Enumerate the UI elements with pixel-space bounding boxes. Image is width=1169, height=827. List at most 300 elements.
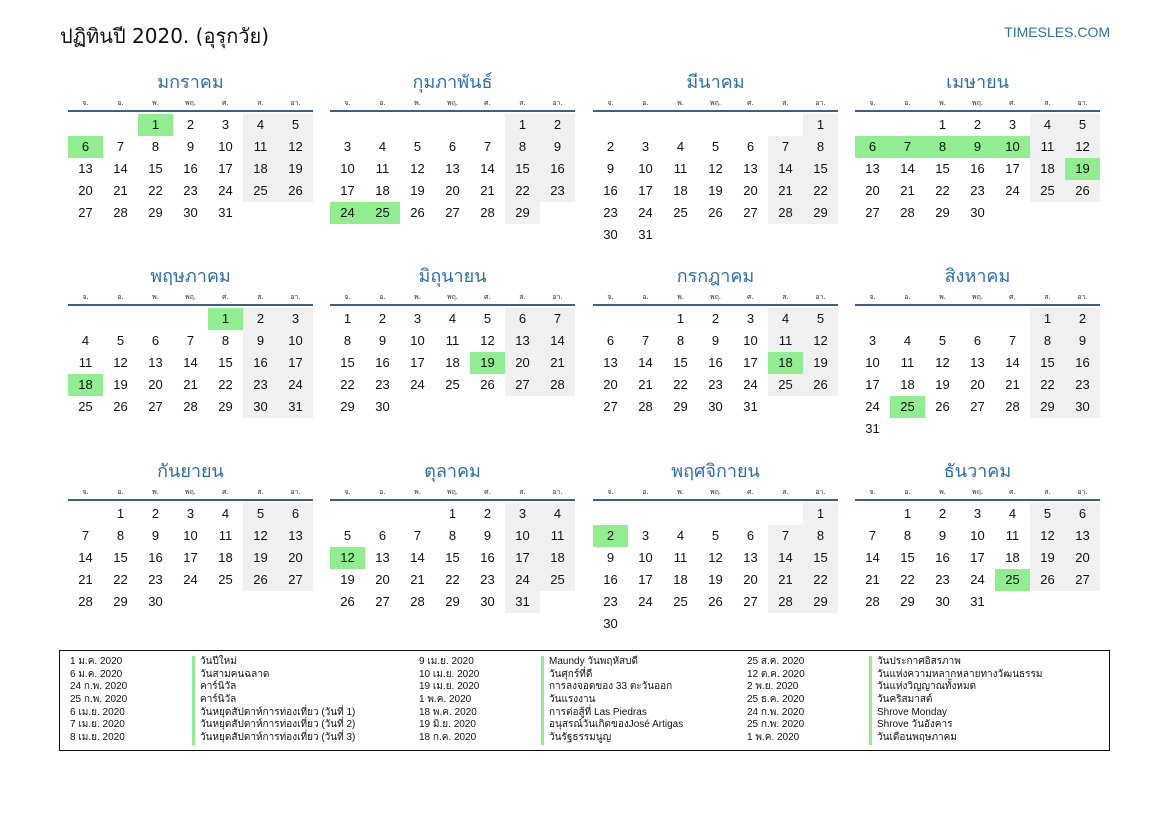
- weekday-label: ส.: [519, 488, 526, 496]
- day-cell: 13: [505, 330, 540, 352]
- holiday-date: 25 ก.พ. 2020: [747, 719, 805, 731]
- day-cell: 29: [218, 399, 233, 414]
- empty-cell: [628, 114, 663, 136]
- holiday-date: 19 มิ.ย. 2020: [419, 719, 476, 731]
- month-block: [593, 70, 838, 246]
- day-cell: 28: [768, 591, 803, 613]
- day-cell: 1: [343, 311, 352, 326]
- weekday-label: อา.: [1077, 293, 1088, 301]
- day-cell: 18: [1030, 158, 1065, 180]
- day-cell: 11: [218, 528, 233, 543]
- day-cell: 10: [410, 333, 425, 348]
- day-cell: 20: [78, 183, 93, 198]
- weekday-label: พฤ.: [709, 488, 722, 496]
- day-cell: 8: [1030, 330, 1065, 352]
- day-cell: 17: [278, 352, 313, 374]
- day-cell: 23: [183, 183, 198, 198]
- day-cell: 6: [151, 333, 160, 348]
- empty-cell: [365, 114, 400, 136]
- weekday-label: พ.: [677, 488, 684, 496]
- day-cell: 27: [505, 374, 540, 396]
- holiday-day-cell: 25: [365, 202, 400, 224]
- day-cell: 12: [410, 161, 425, 176]
- month-block: [68, 264, 313, 418]
- day-cell: 22: [1030, 374, 1065, 396]
- holiday-column: [747, 656, 1077, 745]
- day-cell: 10: [638, 550, 653, 565]
- holiday-day-cell: 18: [768, 352, 803, 374]
- day-cell: 10: [505, 525, 540, 547]
- day-cell: 20: [1065, 547, 1100, 569]
- holiday-list: [59, 650, 1110, 751]
- day-cell: 15: [803, 547, 838, 569]
- day-cell: 9: [606, 550, 615, 565]
- weekday-label: จ.: [344, 293, 351, 301]
- day-cell: 19: [340, 572, 355, 587]
- day-cell: 23: [603, 205, 618, 220]
- day-cell: 9: [151, 528, 160, 543]
- month-name: พฤษภาคม: [150, 266, 231, 287]
- weekday-label: ศ.: [484, 293, 491, 301]
- day-cell: 25: [673, 205, 688, 220]
- day-cell: 13: [743, 161, 758, 176]
- day-cell: 14: [78, 550, 93, 565]
- weekday-header: [593, 96, 838, 112]
- day-cell: 29: [113, 594, 128, 609]
- day-cell: 25: [673, 594, 688, 609]
- day-cell: 22: [113, 572, 128, 587]
- day-cell: 17: [743, 355, 758, 370]
- day-cell: 20: [603, 377, 618, 392]
- day-cell: 3: [221, 117, 230, 132]
- day-cell: 5: [483, 311, 492, 326]
- day-cell: 15: [218, 355, 233, 370]
- day-cell: 17: [1005, 161, 1020, 176]
- day-cell: 23: [243, 374, 278, 396]
- day-cell: 30: [970, 205, 985, 220]
- day-cell: 16: [970, 161, 985, 176]
- day-cell: 26: [113, 399, 128, 414]
- day-cell: 4: [676, 139, 685, 154]
- day-cell: 10: [340, 161, 355, 176]
- day-cell: 9: [483, 528, 492, 543]
- weekday-label: พ.: [414, 488, 421, 496]
- empty-cell: [995, 308, 1030, 330]
- day-cell: 3: [505, 503, 540, 525]
- holiday-column: [419, 656, 749, 745]
- empty-cell: [698, 503, 733, 525]
- day-cell: 14: [113, 161, 128, 176]
- day-cell: 11: [78, 355, 93, 370]
- day-cell: 21: [480, 183, 495, 198]
- day-cell: 16: [243, 352, 278, 374]
- day-cell: 2: [711, 311, 720, 326]
- holiday-day-cell: 18: [68, 374, 103, 396]
- empty-cell: [663, 503, 698, 525]
- day-cell: 25: [445, 377, 460, 392]
- day-cell: 28: [183, 399, 198, 414]
- empty-cell: [365, 503, 400, 525]
- empty-cell: [593, 503, 628, 525]
- holiday-row: [419, 681, 749, 694]
- holiday-name: การลงจอดของ 33 ตะวันออก: [541, 681, 672, 694]
- day-cell: 21: [113, 183, 128, 198]
- weekday-label: ส.: [1044, 488, 1051, 496]
- weekday-label: ส.: [257, 99, 264, 107]
- empty-cell: [890, 114, 925, 136]
- month-name: มิถุนายน: [418, 266, 487, 287]
- holiday-name: วันคริสมาสต์: [869, 694, 932, 707]
- day-cell: 6: [378, 528, 387, 543]
- holiday-name: การต่อสู้ที่ Las Piedras: [541, 707, 647, 720]
- day-cell: 12: [113, 355, 128, 370]
- day-cell: 16: [183, 161, 198, 176]
- day-cell: 27: [445, 205, 460, 220]
- weekday-label: อ.: [642, 488, 649, 496]
- empty-cell: [103, 114, 138, 136]
- weekday-label: อ.: [379, 293, 386, 301]
- day-cell: 7: [116, 139, 125, 154]
- month-name: พฤศจิกายน: [671, 461, 760, 482]
- day-cell: 3: [1008, 117, 1017, 132]
- holiday-date: 24 ก.พ. 2020: [70, 681, 128, 693]
- day-cell: 7: [641, 333, 650, 348]
- day-cell: 7: [768, 136, 803, 158]
- holiday-row: [419, 707, 749, 720]
- weekday-label: พ.: [152, 99, 159, 107]
- weekday-label: จ.: [344, 99, 351, 107]
- month-block: [593, 459, 838, 635]
- weekday-header: [855, 290, 1100, 306]
- day-cell: 21: [768, 569, 803, 591]
- day-cell: 24: [1005, 183, 1020, 198]
- weekday-label: อา.: [815, 488, 826, 496]
- day-cell: 19: [410, 183, 425, 198]
- day-cell: 13: [1065, 525, 1100, 547]
- brand-link[interactable]: TIMESLES.COM: [1004, 24, 1110, 40]
- day-cell: 10: [278, 330, 313, 352]
- holiday-name: วันสามคนฉลาด: [192, 669, 269, 682]
- day-cell: 21: [1005, 377, 1020, 392]
- day-cell: 1: [903, 506, 912, 521]
- day-cell: 27: [375, 594, 390, 609]
- holiday-row: [747, 719, 1077, 732]
- holiday-date: 18 ก.ค. 2020: [419, 732, 477, 744]
- day-cell: 26: [1030, 569, 1065, 591]
- day-cell: 2: [483, 506, 492, 521]
- day-cell: 7: [81, 528, 90, 543]
- day-grid: [68, 308, 313, 418]
- holiday-name: Shrove วันอังคาร: [869, 719, 952, 732]
- day-cell: 1: [116, 506, 125, 521]
- month-name: มีนาคม: [686, 72, 745, 93]
- day-cell: 21: [638, 377, 653, 392]
- day-cell: 11: [768, 330, 803, 352]
- weekday-label: ศ.: [222, 293, 229, 301]
- day-cell: 26: [410, 205, 425, 220]
- day-cell: 25: [218, 572, 233, 587]
- empty-cell: [330, 114, 365, 136]
- day-cell: 17: [865, 377, 880, 392]
- holiday-name: วันหยุดสัปดาห์การท่องเที่ยว (วันที่ 2): [192, 719, 355, 732]
- empty-cell: [628, 503, 663, 525]
- day-cell: 8: [505, 136, 540, 158]
- day-grid: [855, 308, 1100, 440]
- weekday-label: ศ.: [747, 99, 754, 107]
- holiday-day-cell: 2: [593, 525, 628, 547]
- empty-cell: [400, 503, 435, 525]
- month-block: [855, 264, 1100, 440]
- day-cell: 10: [970, 528, 985, 543]
- holiday-name: อนุสรณ์วันเกิดของJosé Artigas: [541, 719, 683, 732]
- weekday-label: พฤ.: [971, 293, 984, 301]
- holiday-date: 1 พ.ค. 2020: [419, 694, 472, 706]
- holiday-date: 7 เม.ย. 2020: [70, 719, 125, 731]
- day-cell: 24: [865, 399, 880, 414]
- holiday-row: [70, 694, 400, 707]
- weekday-label: ส.: [519, 99, 526, 107]
- empty-cell: [855, 503, 890, 525]
- day-cell: 18: [540, 547, 575, 569]
- day-cell: 12: [1065, 136, 1100, 158]
- day-cell: 17: [638, 183, 653, 198]
- weekday-label: ศ.: [1009, 488, 1016, 496]
- holiday-date: 25 ก.พ. 2020: [70, 694, 128, 706]
- day-cell: 8: [448, 528, 457, 543]
- day-cell: 13: [148, 355, 163, 370]
- holiday-name: คาร์นิวัล: [192, 694, 236, 707]
- day-cell: 14: [480, 161, 495, 176]
- day-cell: 27: [743, 205, 758, 220]
- day-cell: 8: [676, 333, 685, 348]
- day-cell: 9: [186, 139, 195, 154]
- weekday-label: อ.: [379, 99, 386, 107]
- weekday-label: ส.: [782, 99, 789, 107]
- day-cell: 20: [743, 572, 758, 587]
- day-cell: 8: [903, 528, 912, 543]
- day-cell: 3: [868, 333, 877, 348]
- day-cell: 12: [708, 550, 723, 565]
- day-cell: 21: [410, 572, 425, 587]
- month-name: ตุลาคม: [424, 461, 481, 482]
- weekday-label: พฤ.: [709, 293, 722, 301]
- month-name: กันยายน: [157, 461, 224, 482]
- day-cell: 15: [803, 158, 838, 180]
- holiday-date: 19 เม.ย. 2020: [419, 681, 480, 693]
- weekday-label: จ.: [869, 488, 876, 496]
- day-cell: 11: [540, 525, 575, 547]
- weekday-header: [593, 290, 838, 306]
- day-cell: 26: [803, 374, 838, 396]
- weekday-header: [330, 290, 575, 306]
- day-cell: 5: [413, 139, 422, 154]
- day-cell: 1: [803, 503, 838, 525]
- empty-cell: [593, 308, 628, 330]
- weekday-label: จ.: [869, 99, 876, 107]
- weekday-label: พ.: [152, 488, 159, 496]
- weekday-label: ส.: [782, 488, 789, 496]
- day-cell: 18: [1005, 550, 1020, 565]
- day-cell: 21: [78, 572, 93, 587]
- day-cell: 8: [803, 525, 838, 547]
- empty-cell: [960, 308, 995, 330]
- day-cell: 4: [768, 308, 803, 330]
- holiday-name: วันหยุดสัปดาห์การท่องเที่ยว (วันที่ 3): [192, 732, 355, 745]
- day-cell: 17: [638, 572, 653, 587]
- day-cell: 6: [973, 333, 982, 348]
- holiday-day-cell: 1: [208, 308, 243, 330]
- day-cell: 28: [410, 594, 425, 609]
- day-cell: 2: [540, 114, 575, 136]
- day-cell: 12: [243, 525, 278, 547]
- holiday-day-cell: 25: [890, 396, 925, 418]
- day-cell: 1: [803, 114, 838, 136]
- day-cell: 18: [673, 572, 688, 587]
- day-cell: 21: [900, 183, 915, 198]
- holiday-date: 6 ม.ค. 2020: [70, 668, 123, 680]
- day-cell: 14: [638, 355, 653, 370]
- day-cell: 24: [278, 374, 313, 396]
- day-grid: [855, 503, 1100, 613]
- holiday-row: [70, 669, 400, 682]
- empty-cell: [768, 503, 803, 525]
- day-cell: 28: [638, 399, 653, 414]
- day-cell: 17: [410, 355, 425, 370]
- day-cell: 2: [378, 311, 387, 326]
- weekday-label: ส.: [257, 293, 264, 301]
- holiday-date: 24 ก.พ. 2020: [747, 706, 805, 718]
- weekday-label: อา.: [290, 99, 301, 107]
- weekday-label: อ.: [904, 293, 911, 301]
- weekday-label: พฤ.: [446, 99, 459, 107]
- day-cell: 9: [711, 333, 720, 348]
- day-cell: 9: [378, 333, 387, 348]
- day-cell: 1: [676, 311, 685, 326]
- day-cell: 30: [603, 616, 618, 631]
- day-cell: 5: [711, 139, 720, 154]
- day-cell: 30: [480, 594, 495, 609]
- day-cell: 23: [970, 183, 985, 198]
- day-cell: 16: [148, 550, 163, 565]
- day-cell: 2: [606, 139, 615, 154]
- empty-cell: [925, 308, 960, 330]
- day-cell: 22: [445, 572, 460, 587]
- weekday-label: พ.: [677, 293, 684, 301]
- day-cell: 16: [935, 550, 950, 565]
- day-cell: 27: [970, 399, 985, 414]
- weekday-label: อา.: [552, 488, 563, 496]
- weekday-label: พฤ.: [446, 488, 459, 496]
- day-cell: 25: [78, 399, 93, 414]
- holiday-row: [70, 732, 400, 745]
- day-cell: 4: [221, 506, 230, 521]
- month-block: [855, 459, 1100, 613]
- weekday-label: จ.: [607, 488, 614, 496]
- weekday-label: ศ.: [222, 488, 229, 496]
- empty-cell: [593, 114, 628, 136]
- holiday-name: Shrove Monday: [869, 707, 947, 720]
- day-cell: 2: [243, 308, 278, 330]
- empty-cell: [628, 308, 663, 330]
- holiday-row: [419, 719, 749, 732]
- day-cell: 29: [445, 594, 460, 609]
- day-cell: 29: [505, 202, 540, 224]
- day-cell: 6: [746, 139, 755, 154]
- weekday-label: ส.: [1044, 293, 1051, 301]
- day-cell: 4: [540, 503, 575, 525]
- weekday-label: ศ.: [484, 488, 491, 496]
- empty-cell: [68, 503, 103, 525]
- day-cell: 20: [278, 547, 313, 569]
- day-cell: 24: [505, 569, 540, 591]
- day-cell: 25: [243, 180, 278, 202]
- empty-cell: [663, 114, 698, 136]
- day-cell: 19: [935, 377, 950, 392]
- day-cell: 13: [865, 161, 880, 176]
- day-cell: 14: [768, 158, 803, 180]
- weekday-label: จ.: [82, 488, 89, 496]
- day-cell: 3: [186, 506, 195, 521]
- day-cell: 4: [676, 528, 685, 543]
- day-grid: [330, 503, 575, 613]
- holiday-row: [747, 707, 1077, 720]
- day-cell: 22: [340, 377, 355, 392]
- day-grid: [593, 503, 838, 635]
- day-cell: 19: [708, 183, 723, 198]
- month-block: [330, 70, 575, 224]
- day-cell: 13: [78, 161, 93, 176]
- day-cell: 27: [148, 399, 163, 414]
- holiday-row: [419, 694, 749, 707]
- holiday-date: 25 ส.ค. 2020: [747, 656, 805, 667]
- day-cell: 28: [865, 594, 880, 609]
- weekday-label: ส.: [1044, 99, 1051, 107]
- day-cell: 13: [445, 161, 460, 176]
- holiday-row: [70, 656, 400, 669]
- day-cell: 12: [935, 355, 950, 370]
- empty-cell: [855, 308, 890, 330]
- holiday-date: 25 ธ.ค. 2020: [747, 694, 805, 706]
- holiday-row: [70, 719, 400, 732]
- weekday-label: อา.: [1077, 99, 1088, 107]
- day-cell: 26: [935, 399, 950, 414]
- weekday-label: ศ.: [747, 293, 754, 301]
- day-cell: 31: [970, 594, 985, 609]
- holiday-date: 18 พ.ค. 2020: [419, 706, 477, 718]
- day-cell: 5: [343, 528, 352, 543]
- day-cell: 14: [540, 330, 575, 352]
- day-cell: 30: [935, 594, 950, 609]
- day-cell: 4: [1008, 506, 1017, 521]
- day-cell: 21: [183, 377, 198, 392]
- day-cell: 10: [865, 355, 880, 370]
- day-cell: 27: [278, 569, 313, 591]
- day-cell: 7: [186, 333, 195, 348]
- weekday-label: พ.: [939, 488, 946, 496]
- day-cell: 30: [708, 399, 723, 414]
- weekday-label: พ.: [152, 293, 159, 301]
- day-cell: 19: [113, 377, 128, 392]
- day-cell: 3: [641, 528, 650, 543]
- day-cell: 9: [243, 330, 278, 352]
- day-cell: 22: [148, 183, 163, 198]
- weekday-label: อ.: [117, 99, 124, 107]
- day-cell: 2: [1065, 308, 1100, 330]
- weekday-label: จ.: [82, 99, 89, 107]
- holiday-name: วันแห่งวิญญาณทั้งหมด: [869, 681, 976, 694]
- weekday-label: อ.: [904, 488, 911, 496]
- weekday-label: พ.: [414, 99, 421, 107]
